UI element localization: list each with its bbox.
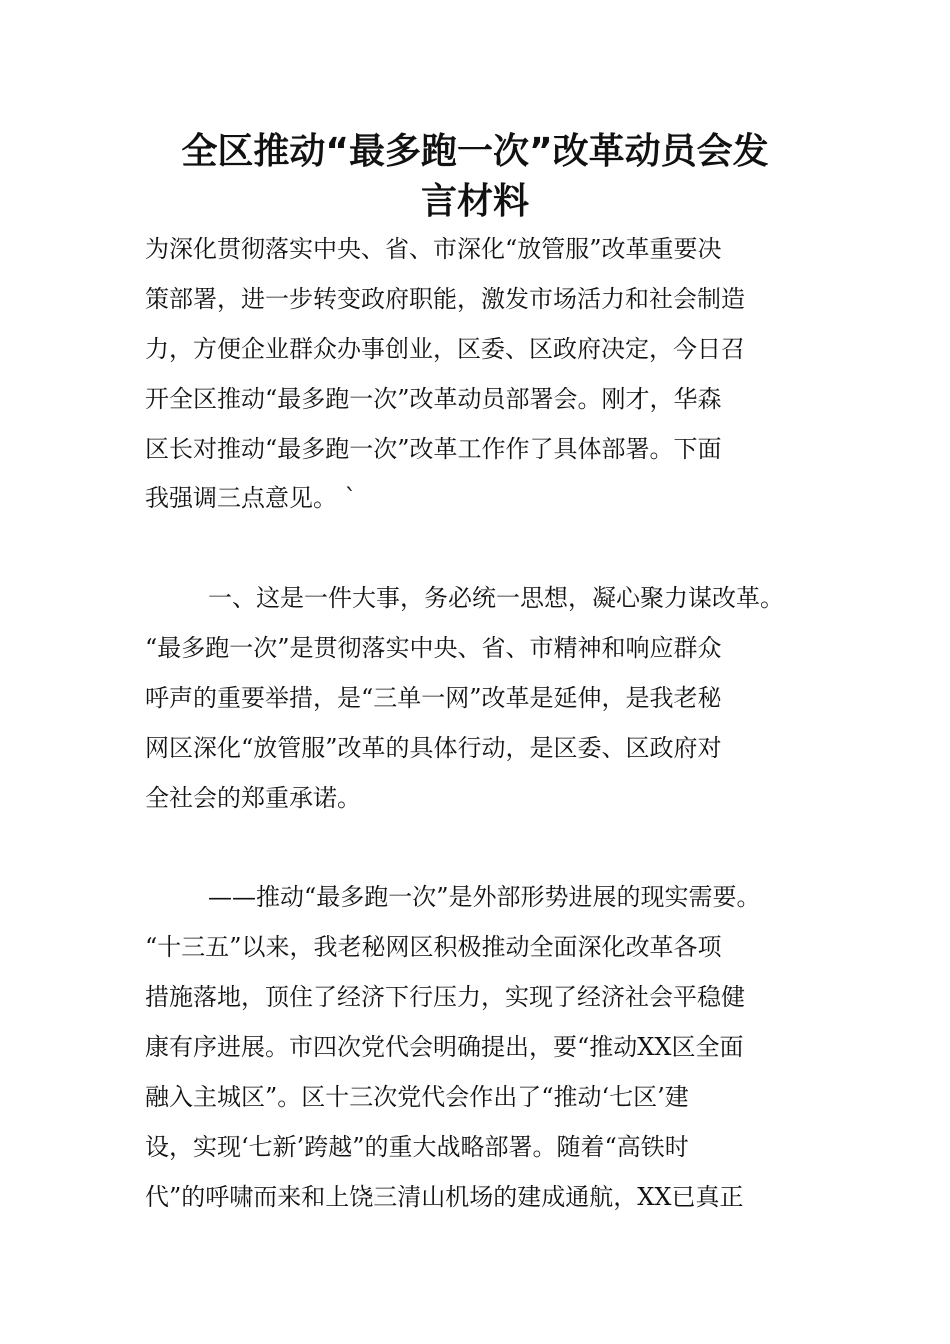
paragraph-1-line-2: 策部署，进一步转变政府职能，激发市场活力和社会制造	[145, 285, 745, 313]
paragraph-2-line-4: 网区深化“放管服”改革的具体行动，是区委、区政府对	[145, 734, 722, 762]
paragraph-1-line-3: 力，方便企业群众办事创业，区委、区政府决定，今日召	[145, 335, 745, 363]
paragraph-2-line-3: 呼声的重要举措，是“三单一网”改革是延伸，是我老秘	[145, 684, 722, 712]
paragraph-3-line-3: 措施落地，顶住了经济下行压力，实现了经济社会平稳健	[145, 983, 745, 1011]
paragraph-2-line-5: 全社会的郑重承诺。	[145, 784, 361, 812]
paragraph-3-line-2: “十三五”以来，我老秘网区积极推动全面深化改革各项	[145, 933, 722, 961]
paragraph-3-line-1: ——推动“最多跑一次”是外部形势进展的现实需要。	[208, 883, 761, 911]
paragraph-3-line-4: 康有序进展。市四次党代会明确提出，要“推动XX区全面	[145, 1033, 744, 1061]
paragraph-1-line-1: 为深化贯彻落实中央、省、市深化“放管服”改革重要决	[145, 235, 722, 263]
paragraph-2-line-2: “最多跑一次”是贯彻落实中央、省、市精神和响应群众	[145, 634, 722, 662]
document-title-line-2: 言材料	[420, 181, 529, 222]
paragraph-3-line-7: 代”的呼啸而来和上饶三清山机场的建成通航，XX已真正	[145, 1183, 744, 1211]
paragraph-3-line-6: 设，实现‘七新’跨越”的重大战略部署。随着“高铁时	[145, 1133, 689, 1161]
paragraph-1-line-5: 区长对推动“最多跑一次”改革工作作了具体部署。下面	[145, 435, 722, 463]
paragraph-3-line-5: 融入主城区”。区十三次党代会作出了“推动‘七区’建	[145, 1083, 689, 1111]
paragraph-1-line-4: 开全区推动“最多跑一次”改革动员部署会。刚才，华森	[145, 385, 722, 413]
document-title-line-1: 全区推动“最多跑一次”改革动员会发	[181, 131, 769, 172]
paragraph-2-line-1: 一、这是一件大事，务必统一思想，凝心聚力谋改革。	[208, 584, 784, 612]
paragraph-1-line-6: 我强调三点意见。 `	[145, 484, 357, 512]
